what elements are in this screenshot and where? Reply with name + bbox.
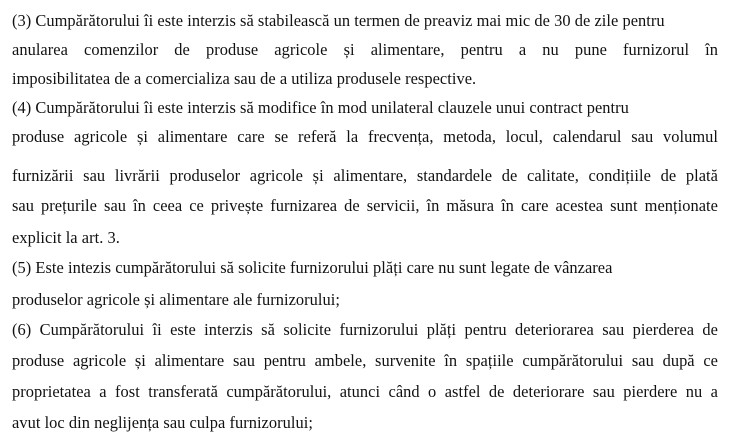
paragraph-4-line-1: (4) Cumpărătorului îi este interzis să modifice în mod unilateral clauzele unui contract pentru bbox=[12, 98, 629, 117]
paragraph-6-line-1: (6) Cumpărătorului îi este interzis să solicite furnizorului plăți pentru deteriorarea sau pierderea de bbox=[12, 320, 718, 339]
paragraph-6-line-2: produse agricole și alimentare sau pentru ambele, survenite în spațiile cumpărătorului sau după ce bbox=[12, 351, 718, 370]
paragraph-4-line-3: furnizării sau livrării produselor agricole și alimentare, standardele de calitate, condițiile de plată bbox=[12, 166, 718, 185]
paragraph-6-line-4: avut loc din neglijența sau culpa furnizorului; bbox=[12, 413, 313, 432]
paragraph-3-line-2: anularea comenzilor de produse agricole și alimentare, pentru a nu pune furnizorul în bbox=[12, 40, 718, 59]
paragraph-4-line-2: produse agricole și alimentare care se referă la frecvența, metoda, locul, calendarul sau volumul bbox=[12, 127, 718, 146]
paragraph-4-line-4: sau prețurile sau în ceea ce privește furnizarea de servicii, în măsura în care acestea sunt menționate bbox=[12, 196, 718, 215]
paragraph-3-line-3: imposibilitatea de a comercializa sau de a utiliza produsele respective. bbox=[12, 69, 477, 88]
paragraph-3-line-1: (3) Cumpărătorului îi este interzis să stabilească un termen de preaviz mai mic de 30 de zile pentru bbox=[12, 11, 665, 30]
paragraph-5-line-2: produselor agricole și alimentare ale furnizorului; bbox=[12, 290, 340, 309]
paragraph-5-line-1: (5) Este intezis cumpărătorului să solicite furnizorului plăți care nu sunt legate de vânzarea bbox=[12, 258, 613, 277]
paragraph-4-line-5: explicit la art. 3. bbox=[12, 228, 120, 247]
paragraph-6-line-3: proprietatea a fost transferată cumpărătorului, atunci când o astfel de deteriorare sau pierdere nu a bbox=[12, 382, 718, 401]
